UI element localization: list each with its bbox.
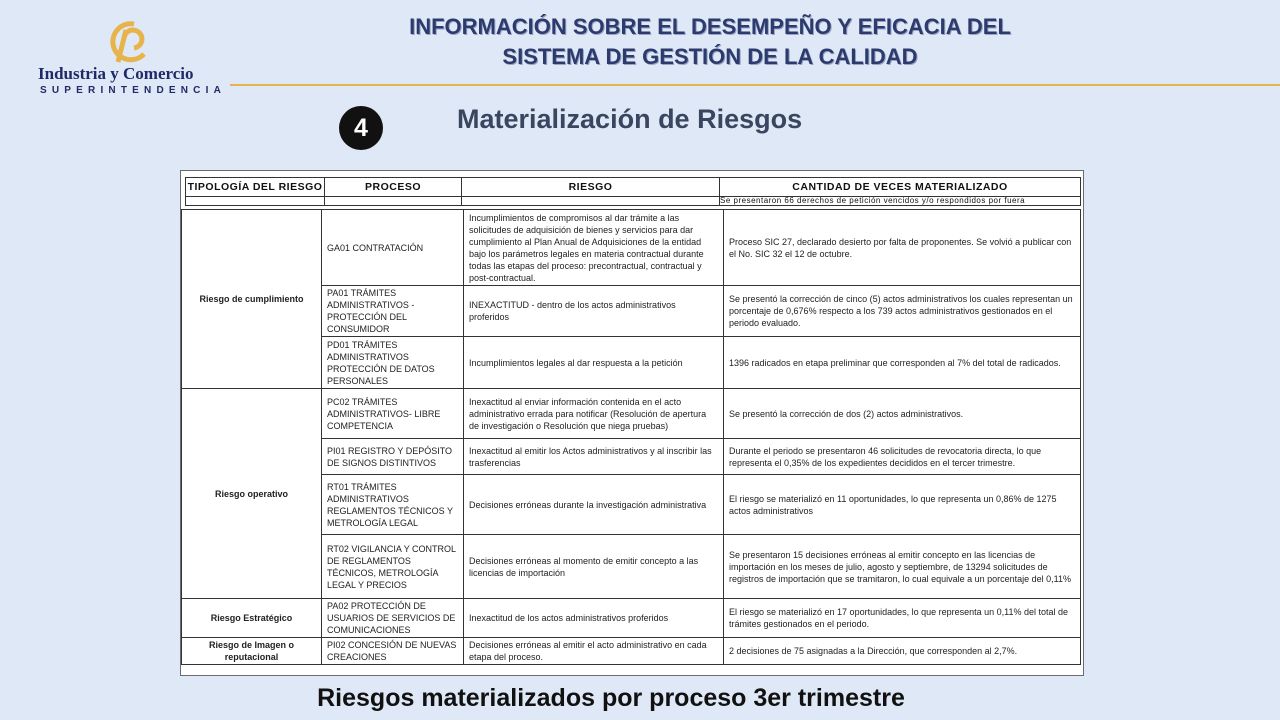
process-cell: PD01 TRÁMITES ADMINISTRATIVOS PROTECCIÓN DE DATOS PERSONALES <box>322 337 464 389</box>
section-number-badge: 4 <box>339 106 383 150</box>
process-cell: PC02 TRÁMITES ADMINISTRATIVOS- LIBRE COMPETENCIA <box>322 389 464 439</box>
logo-mark-icon <box>104 18 152 66</box>
process-cell: GA01 CONTRATACIÓN <box>322 210 464 286</box>
risk-cell: Incumplimientos de compromisos al dar trámite a las solicitudes de adquisición de bienes y servicios para dar cumplimiento al Plan Anual de Adquisiciones de la entidad bajo los parámetros legales en materia contractual durante todas las etapas del proceso: precontractual, contractual y post-contractual. <box>464 210 724 286</box>
risk-cell: Decisiones erróneas al emitir el acto administrativo en cada etapa del proceso. <box>464 638 724 665</box>
logo-subtitle: SUPERINTENDENCIA <box>40 85 226 96</box>
risk-table-image <box>180 170 1084 676</box>
page-title-line-1: INFORMACIÓN SOBRE EL DESEMPEÑO Y EFICACIA DEL <box>409 14 1011 39</box>
header-divider <box>230 84 1280 86</box>
quantity-cell: El riesgo se materializó en 11 oportunidades, lo que representa un 0,86% de 1275 actos administrativos <box>724 475 1081 535</box>
sic-logo <box>38 18 226 100</box>
header-process: PROCESO <box>325 178 462 197</box>
table-row <box>182 389 1081 439</box>
risk-cell: INEXACTITUD - dentro de los actos administrativos proferidos <box>464 286 724 337</box>
section-title: Materialización de Riesgos <box>457 104 803 134</box>
risk-table <box>181 209 1081 665</box>
typology-cell: Riesgo operativo <box>182 389 322 599</box>
quantity-cell: Durante el periodo se presentaron 46 solicitudes de revocatoria directa, lo que representa el 0,35% de los expedientes decididos en el tercer trimestre. <box>724 439 1081 475</box>
typology-cell: Riesgo de cumplimiento <box>182 210 322 389</box>
table-row <box>182 210 1081 286</box>
logo-name: Industria y Comercio <box>38 64 194 83</box>
risk-cell: Inexactitud al emitir los Actos administrativos y al inscribir las trasferencias <box>464 439 724 475</box>
quantity-cell: Se presentó la corrección de dos (2) actos administrativos. <box>724 389 1081 439</box>
table-row <box>182 638 1081 665</box>
process-cell: PA01 TRÁMITES ADMINISTRATIVOS - PROTECCIÓN DEL CONSUMIDOR <box>322 286 464 337</box>
typology-cell: Riesgo Estratégico <box>182 599 322 638</box>
peek-text: Se presentaron 66 derechos de petición vencidos y/o respondidos por fuera <box>720 197 1081 206</box>
header-typology: TIPOLOGÍA DEL RIESGO <box>186 178 325 197</box>
process-cell: PI02 CONCESIÓN DE NUEVAS CREACIONES <box>322 638 464 665</box>
table-header <box>185 177 1081 206</box>
quantity-cell: Proceso SIC 27, declarado desierto por falta de proponentes. Se volvió a publicar con el No. SIC 32 el 12 de octubre. <box>724 210 1081 286</box>
header-quantity: CANTIDAD DE VECES MATERIALIZADO <box>720 178 1081 197</box>
process-cell: RT01 TRÁMITES ADMINISTRATIVOS REGLAMENTOS TÉCNICOS Y METROLOGÍA LEGAL <box>322 475 464 535</box>
page-title-line-2: SISTEMA DE GESTIÓN DE LA CALIDAD <box>502 44 918 69</box>
quantity-cell: Se presentó la corrección de cinco (5) actos administrativos los cuales representan un porcentaje de 0,676% respecto a los 739 actos administrativos gestionados en el periodo evaluado. <box>724 286 1081 337</box>
typology-cell: Riesgo de Imagen o reputacional <box>182 638 322 665</box>
quantity-cell: Se presentaron 15 decisiones erróneas al emitir concepto en las licencias de importación en los meses de julio, agosto y septiembre, de 13294 solicitudes de registros de importación que se tramitaron, lo cual equivale a un porcentaje del 0,11% <box>724 535 1081 599</box>
process-cell: PI01 REGISTRO Y DEPÓSITO DE SIGNOS DISTINTIVOS <box>322 439 464 475</box>
risk-cell: Decisiones erróneas al momento de emitir concepto a las licencias de importación <box>464 535 724 599</box>
page-title <box>250 12 1170 72</box>
risk-cell: Incumplimientos legales al dar respuesta a la petición <box>464 337 724 389</box>
risk-cell: Inexactitud al enviar información contenida en el acto administrativo errada para notificar (Resolución de apertura de investigación o Resolución que niega pruebas) <box>464 389 724 439</box>
risk-cell: Decisiones erróneas durante la investigación administrativa <box>464 475 724 535</box>
process-cell: PA02 PROTECCIÓN DE USUARIOS DE SERVICIOS DE COMUNICACIONES <box>322 599 464 638</box>
quantity-cell: El riesgo se materializó en 17 oportunidades, lo que representa un 0,11% del total de trámites gestionados en el periodo. <box>724 599 1081 638</box>
quantity-cell: 2 decisiones de 75 asignadas a la Dirección, que corresponden al 2,7%. <box>724 638 1081 665</box>
table-caption: Riesgos materializados por proceso 3er trimestre <box>317 684 905 712</box>
table-row <box>182 599 1081 638</box>
risk-cell: Inexactitud de los actos administrativos proferidos <box>464 599 724 638</box>
quantity-cell: 1396 radicados en etapa preliminar que corresponden al 7% del total de radicados. <box>724 337 1081 389</box>
header-risk: RIESGO <box>462 178 720 197</box>
process-cell: RT02 VIGILANCIA Y CONTROL DE REGLAMENTOS TÉCNICOS, METROLOGÍA LEGAL Y PRECIOS <box>322 535 464 599</box>
